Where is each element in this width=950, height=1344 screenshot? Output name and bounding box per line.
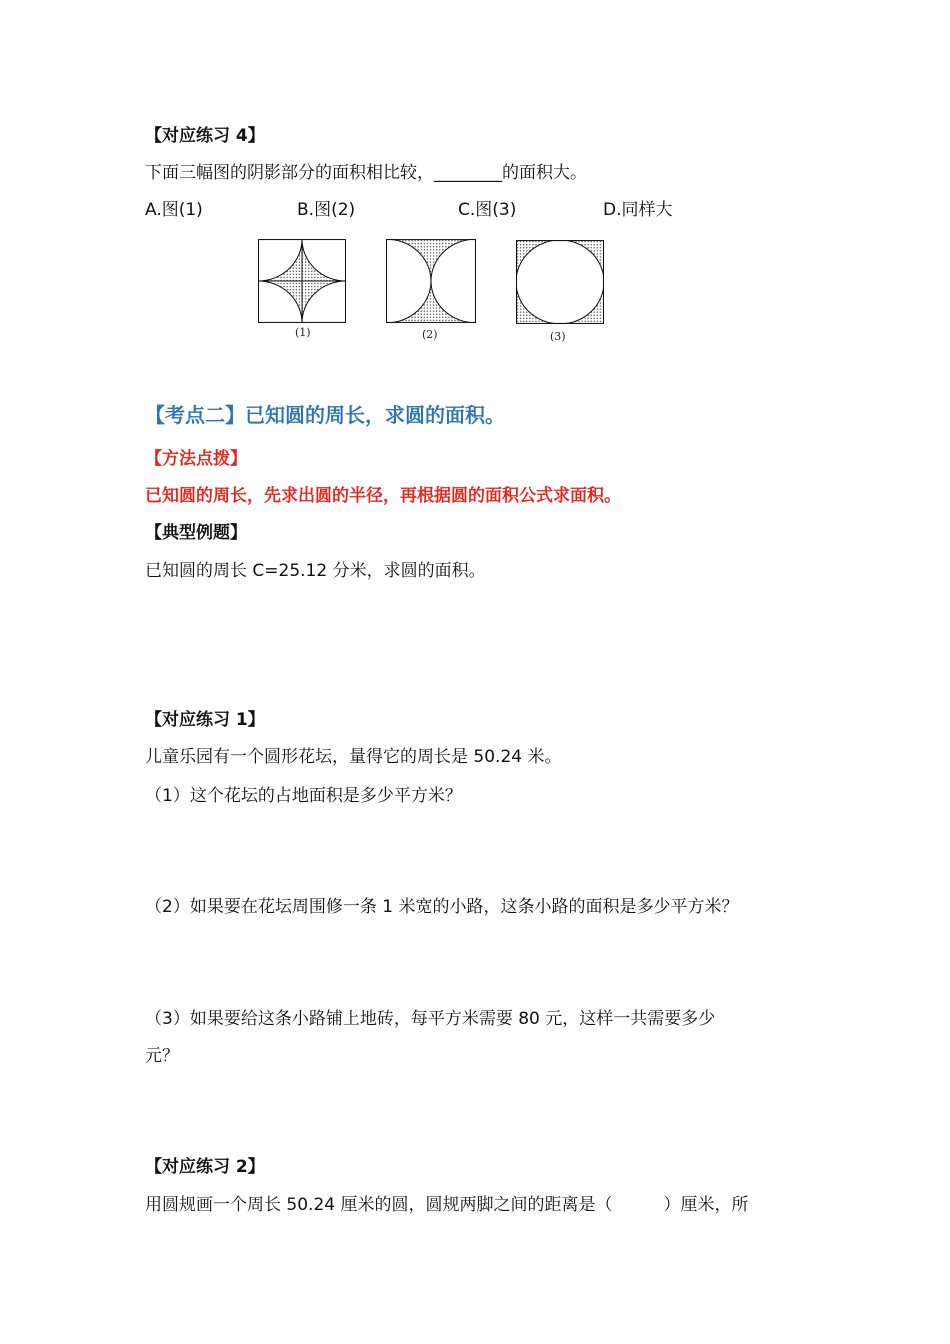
- option-d: D.同样大: [603, 200, 673, 220]
- practice2-text: 用圆规画一个周长 50.24 厘米的圆，圆规两脚之间的距离是（ ）厘米，所: [145, 1195, 749, 1215]
- example-text: 已知圆的周长 C=25.12 分米，求圆的面积。: [145, 561, 486, 581]
- option-c: C.图(3): [458, 200, 517, 220]
- practice1-intro: 儿童乐园有一个圆形花坛，量得它的周长是 50.24 米。: [145, 747, 562, 767]
- practice1-q3-line1: （3）如果要给这条小路铺上地砖，每平方米需要 80 元，这样一共需要多少: [145, 1009, 716, 1029]
- practice1-q3-line2: 元？: [145, 1046, 179, 1066]
- option-a: A.图(1): [145, 200, 203, 220]
- figure-1: [258, 239, 346, 323]
- method-text: 已知圆的周长，先求出圆的半径，再根据圆的面积公式求面积。: [145, 486, 621, 506]
- example-heading: 【典型例题】: [145, 523, 247, 543]
- section2-title: 【考点二】已知圆的周长，求圆的面积。: [145, 403, 505, 427]
- figure-3: [516, 240, 604, 324]
- figure-2: [386, 239, 476, 323]
- figure-1-caption: (1): [295, 326, 311, 339]
- practice4-question: 下面三幅图的阴影部分的面积相比较，________的面积大。: [145, 163, 587, 183]
- practice1-q2: （2）如果要在花坛周围修一条 1 米宽的小路，这条小路的面积是多少平方米？: [145, 897, 739, 917]
- practice2-heading: 【对应练习 2】: [145, 1157, 265, 1177]
- practice1-q1: （1）这个花坛的占地面积是多少平方米？: [145, 786, 462, 806]
- practice1-heading: 【对应练习 1】: [145, 710, 265, 730]
- option-b: B.图(2): [297, 200, 356, 220]
- figure-2-caption: (2): [422, 328, 438, 341]
- method-heading: 【方法点拨】: [145, 449, 247, 469]
- practice4-heading: 【对应练习 4】: [145, 126, 265, 146]
- figure-3-caption: (3): [550, 330, 566, 343]
